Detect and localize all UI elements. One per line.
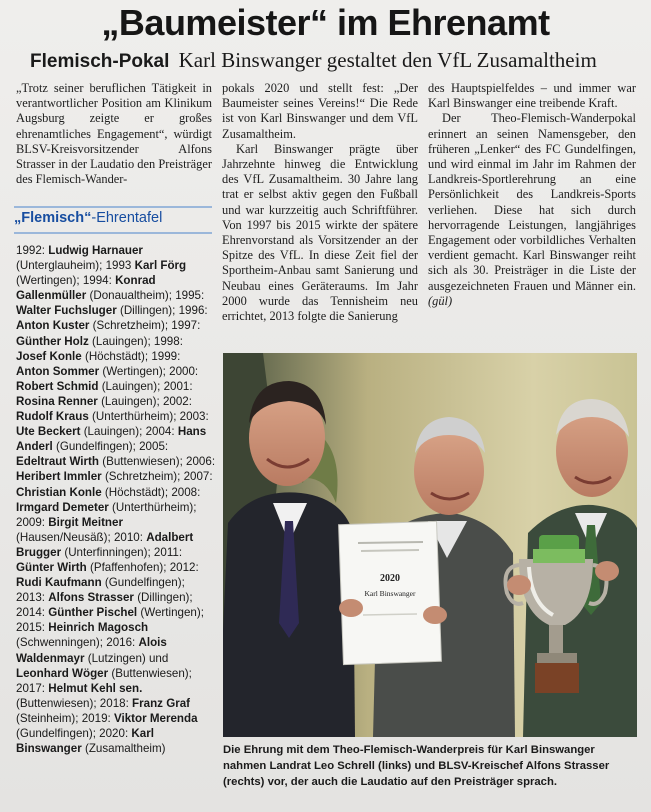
subheadline-kicker: Flemisch-Pokal: [30, 51, 170, 72]
article-paragraph: pokals 2020 und stellt fest: „Der Baumeister seines Vereins!“ Die Rede ist von Karl Binswanger und dem VfL Zusamaltheim.: [222, 81, 418, 141]
honor-entry-place: (Buttenwiesen);: [102, 455, 183, 469]
honor-entry-year: 2011:: [153, 545, 183, 559]
honor-entry-year: 2005:: [139, 440, 169, 454]
honor-entry-place: (Schretzheim);: [92, 319, 169, 333]
honor-entry-name: Alfons Strasser: [48, 591, 134, 605]
honor-entry-name: Franz Graf: [132, 696, 191, 710]
honor-entry-place: (Unterfinningen);: [64, 545, 151, 559]
honor-entry-year: 2017:: [16, 681, 46, 695]
honor-table-list: [16, 243, 216, 756]
honor-entry-place: (Pfaffenhofen);: [89, 560, 167, 574]
honor-entry-name: Alois Waldenmayr: [16, 636, 167, 665]
honor-entry-year: 2019:: [81, 711, 111, 725]
honor-entry-place: (Unterthürheim);: [112, 500, 197, 514]
honor-entry-year: 2000:: [169, 364, 199, 378]
honor-entry-place: (Buttenwiesen);: [111, 666, 192, 680]
honor-entry-year: 2007:: [183, 470, 213, 484]
honor-entry-name: Anton Sommer: [16, 364, 100, 378]
honor-entry-place: (Wertingen);: [140, 606, 204, 620]
honor-entry-name: Ludwig Harnauer: [48, 244, 143, 257]
honor-entry-place: (Schretzheim);: [104, 470, 181, 484]
honor-entry-place: (Zusamaltheim): [84, 742, 166, 756]
honor-entry-name: Christian Konle: [16, 485, 102, 499]
honor-entry-name: Anton Kuster: [16, 319, 90, 333]
honor-entry-place: (Lauingen);: [101, 379, 161, 393]
honor-entry-name: Rudolf Kraus: [16, 410, 89, 424]
honor-entry-name: Heinrich Magosch: [48, 621, 149, 635]
honor-entry-year: 2003:: [179, 410, 209, 424]
author-initials: (gül): [428, 293, 453, 308]
honor-table-title: [14, 206, 212, 234]
article-column-1: [16, 81, 212, 187]
honor-entry-year: 2006:: [186, 455, 216, 469]
article-column-3: [428, 81, 636, 309]
article-paragraph: [428, 111, 636, 309]
honor-entry-year: 2002:: [162, 394, 192, 408]
honor-entry-year: 2020:: [99, 727, 129, 740]
honor-entry-place: (Gundelfingen);: [55, 440, 136, 454]
honor-entry-name: Walter Fuchsluger: [16, 304, 117, 318]
honor-entry-name: Birgit Meitner: [48, 515, 123, 529]
honor-entry-place: (Donaualtheim);: [89, 289, 172, 303]
subheadline: [30, 48, 640, 73]
honor-entry-place: (Buttenwiesen);: [16, 696, 97, 710]
award-photo: [223, 353, 637, 737]
certificate-year: 2020: [380, 573, 400, 584]
honor-entry: [16, 667, 192, 680]
article-column-2: [222, 81, 418, 324]
honor-entry-name: Günter Wirth: [16, 560, 87, 574]
honor-entry-name: Leonhard Wöger: [16, 666, 109, 680]
honor-entry-name: Adalbert Brugger: [16, 530, 194, 559]
honor-entry-name: Viktor Merenda: [113, 711, 198, 725]
honor-entry-place: (Gundelfingen);: [104, 576, 185, 590]
honor-entry-year: 1997:: [171, 319, 201, 333]
honor-entry-year: 2013:: [16, 591, 46, 605]
honor-entry-year: 2016:: [106, 636, 136, 650]
honor-table-title-quoted: „Flemisch“: [14, 210, 92, 226]
honor-entry-place: (Höchstädt);: [104, 485, 169, 499]
honor-entry-place: (Wertingen);: [16, 274, 80, 288]
certificate-name: Karl Binswanger: [364, 589, 416, 598]
honor-entry-place: (Wertingen);: [102, 364, 166, 378]
honor-entry-place: (Lauingen);: [83, 425, 143, 439]
honor-entry-year: 2008:: [171, 485, 201, 499]
honor-entry-year: 1994:: [82, 274, 112, 288]
honor-entry-place: (Dillingen);: [137, 591, 193, 605]
honor-entry-name: Karl Förg: [134, 259, 187, 273]
honor-entry-year: 1995:: [175, 289, 205, 303]
honor-entry-year: 2010:: [113, 530, 143, 544]
honor-entry-place: (Höchstädt);: [84, 349, 149, 363]
honor-entry-name: Heribert Immler: [16, 470, 102, 484]
honor-entry-name: Rudi Kaufmann: [16, 576, 102, 590]
honor-entry-place: (Gundelfingen);: [16, 727, 96, 740]
honor-entry-place: (Lauingen);: [92, 334, 151, 348]
honor-entry-name: Irmgard Demeter: [16, 500, 109, 514]
photo-caption: Die Ehrung mit dem Theo-Flemisch-Wanderpreis für Karl Binswanger nahmen Landrat Leo Schrell (links) und BLSV-Kreischef Alfons Strasser (rechts) vor, der auch die Laudatio auf den Preisträger sprach.: [223, 744, 610, 788]
honor-entry-place: (Hausen/Neusäß);: [16, 530, 111, 544]
honor-entry-year: 1992:: [16, 244, 46, 257]
honor-entry-year: 2018:: [99, 696, 129, 710]
honor-entry-year: 2015:: [16, 621, 46, 635]
honor-entry-year: 2014:: [16, 606, 46, 620]
subheadline-text: Karl Binswanger gestaltet den VfL Zusamaltheim: [178, 48, 597, 72]
honor-entry-name: Günther Pischel: [48, 606, 138, 620]
honor-entry-year: 2009:: [16, 515, 46, 529]
article-paragraph: des Hauptspielfeldes – und immer war Karl Binswanger eine treibende Kraft.: [428, 81, 636, 111]
headline: „Baumeister“ im Ehrenamt: [101, 2, 550, 43]
honor-entry: [16, 591, 193, 604]
honor-entry-place: (Lauingen);: [101, 394, 160, 408]
honor-table-title-rest: -Ehrentafel: [91, 210, 163, 226]
honor-entry-year: 2012:: [169, 560, 199, 574]
honor-entry-place: (Unterglauheim);: [16, 259, 103, 273]
honor-entry-place: (Dillingen);: [119, 304, 176, 318]
honor-entry-year: 1993: [105, 259, 132, 273]
honor-entry-name: Hans Anderl: [16, 425, 207, 454]
honor-entry-name: Robert Schmid: [16, 379, 99, 393]
honor-entry-place: (Steinheim);: [16, 711, 79, 725]
honor-entry-year: 1996:: [178, 304, 208, 318]
article-paragraph-text: Der Theo-Flemisch-Wanderpokal erinnert an seinen Namensgeber, den früheren „Lenker“ des FC Gundelfingen, und wird einmal im Jahr im Rahmen der Landkreis-Sportlerehrung an eine Persönlichkeit des Landkreis-Sports verliehen. Diese hat sich durch hervorragende Leistungen, langjähriges Engagement oder vorbildliches Verhalten verdient gemacht. Karl Binswanger reiht sich als 30. Preisträger in die Liste der ausgezeichneten Frauen und Männer ein.: [428, 111, 636, 293]
honor-entry-place: (Lutzingen) und: [87, 651, 169, 665]
article-paragraph: Karl Binswanger prägte über Jahrzehnte hinweg die Entwicklung des VfL Zusamaltheim. 30 Jahre lang trat er selbst aktiv gegen den Fußball und war kurzzeitig auch Schriftführer. Von 1997 bis 2015 wirkte der spätere Ehrenvorstand als Vorsitzender an der Spitze des VfL. In diese Zeit fiel der Sportheim-Anbau samt Sanierung und Neubau eines Geräteraums. Im Jahr 2000 wurde das Tennisheim neu errichtet, 2013 folgte die Sanierung: [222, 141, 418, 324]
honor-entry: [16, 516, 123, 544]
honor-entry-name: Ute Beckert: [16, 425, 81, 439]
honor-entry: [16, 606, 204, 619]
honor-entry-name: Edeltraut Wirth: [16, 455, 99, 469]
honor-entry-name: Günther Holz: [16, 334, 89, 348]
honor-entry-place: (Schwenningen);: [16, 636, 104, 650]
honor-entry-name: Rosina Renner: [16, 394, 98, 408]
honor-entry-name: Josef Konle: [16, 349, 82, 363]
honor-entry-name: Karl Binswanger: [16, 727, 154, 756]
honor-entry-year: 2001:: [163, 379, 193, 393]
honor-entry-place: (Unterthürheim);: [92, 410, 177, 424]
honor-entry-year: 1999:: [151, 349, 181, 363]
honor-entry-name: Helmut Kehl sen.: [48, 681, 143, 695]
honor-entry-year: 1998:: [153, 334, 183, 348]
honor-entry-name: Konrad Gallenmüller: [16, 274, 156, 303]
honor-entry-year: 2004:: [145, 425, 175, 439]
article-paragraph: „Trotz seiner beruflichen Tätigkeit in verantwortlicher Position am Klinikum Augsburg zeigte er großes ehrenamtliches Engagement“, würdigt BLSV-Kreisvorsitzender Alfons Strasser in der Laudatio den Preisträger des Flemisch-Wander-: [16, 81, 212, 187]
award-photo-image: [223, 353, 637, 737]
